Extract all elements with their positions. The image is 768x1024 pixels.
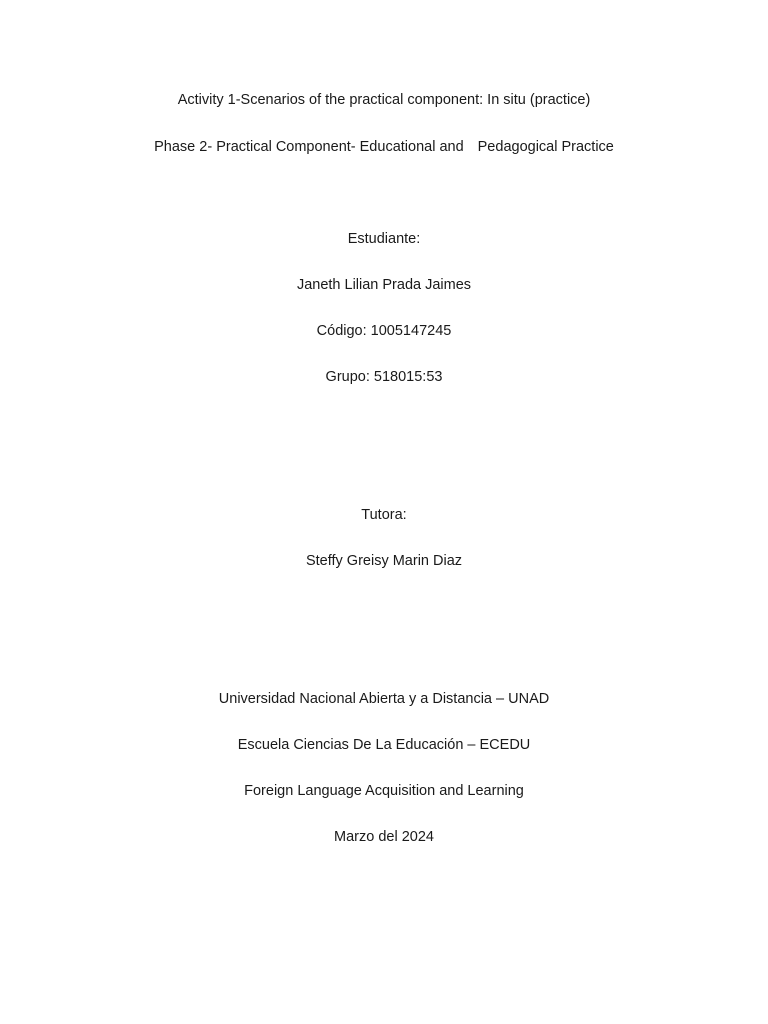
student-name: Janeth Lilian Prada Jaimes (296, 277, 472, 293)
school-name: Escuela Ciencias De La Educación – ECEDU (237, 737, 531, 753)
student-group: Grupo: 518015:53 (325, 369, 443, 385)
activity-title: Activity 1-Scenarios of the practical component: In situ (practice) (177, 92, 591, 108)
tutor-name: Steffy Greisy Marin Diaz (305, 553, 463, 569)
university-name: Universidad Nacional Abierta y a Distancia – UNAD (218, 691, 550, 707)
student-label: Estudiante: (347, 231, 421, 247)
program-name: Foreign Language Acquisition and Learning (244, 783, 524, 799)
tutor-label: Tutora: (361, 507, 407, 523)
student-code: Código: 1005147245 (316, 323, 452, 339)
document-date: Marzo del 2024 (334, 829, 434, 845)
phase-title-part2: Pedagogical Practice (477, 139, 614, 155)
phase-title (0, 138, 768, 156)
phase-title-part1: Phase 2- Practical Component- Educational and (154, 139, 464, 155)
